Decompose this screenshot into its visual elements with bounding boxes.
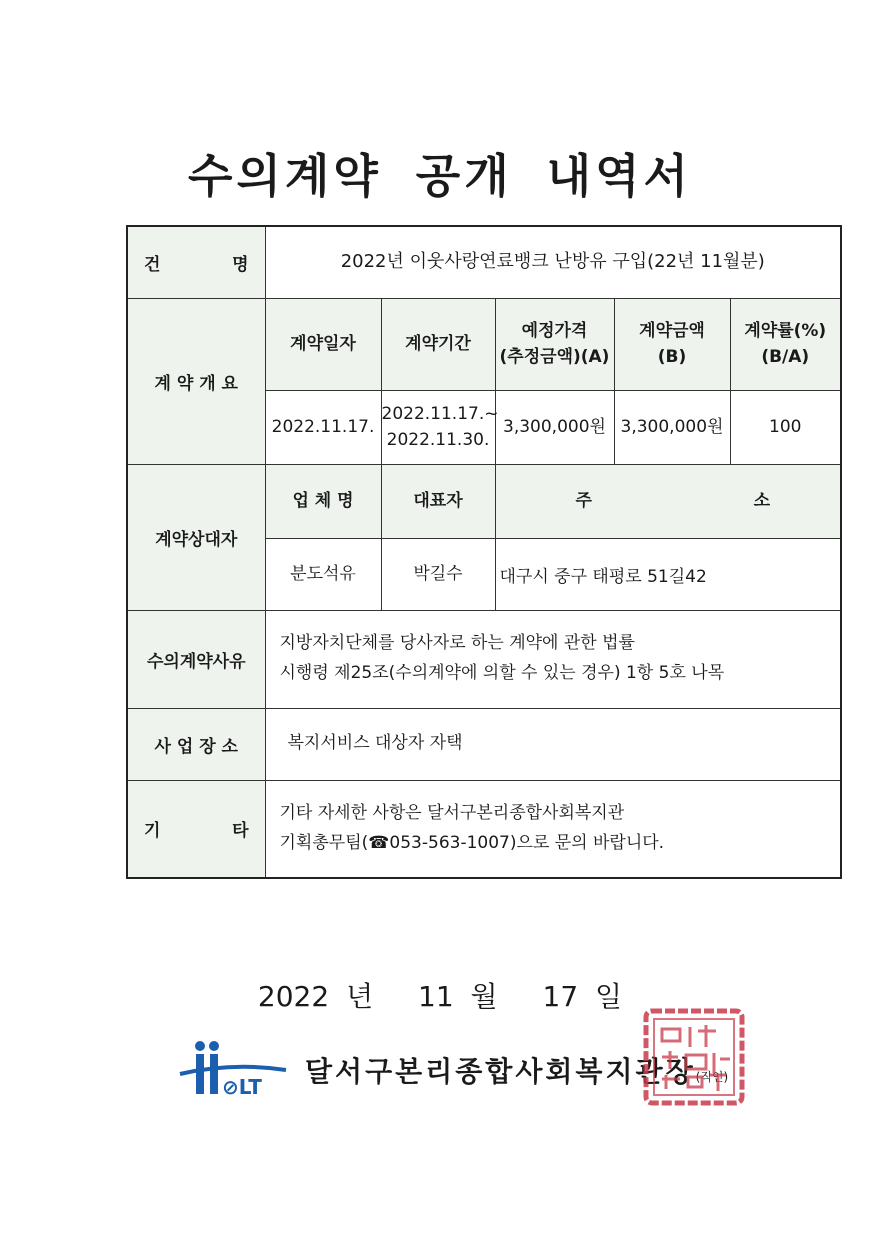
value-contract-rate: 100	[730, 390, 841, 464]
header-contract-amount: 계약금액 (B)	[614, 298, 730, 390]
label-reason: 수의계약사유	[127, 610, 265, 708]
label-place: 사 업 장 소	[127, 708, 265, 780]
value-contract-amount: 3,300,000원	[614, 390, 730, 464]
row-overview-headers	[127, 298, 841, 390]
value-contract-date: 2022.11.17.	[265, 390, 381, 464]
seal-note: (직인)	[695, 1070, 729, 1084]
header-address: 주 소	[495, 464, 841, 538]
row-etc	[127, 780, 841, 878]
header-contract-rate: 계약률(%) (B/A)	[730, 298, 841, 390]
header-representative: 대표자	[381, 464, 495, 538]
header-contract-date: 계약일자	[265, 298, 381, 390]
etc-value: 기타 자세한 사항은 달서구본리종합사회복지관 기획총무팀(☎053-563-1007)으로 문의 바랍니다.	[265, 780, 841, 878]
issue-day: 17 일	[542, 980, 623, 1013]
value-address: 대구시 중구 태평로 51길42	[495, 538, 841, 610]
reason-value: 지방자치단체를 당사자로 하는 계약에 관한 법률 시행령 제25조(수의계약에 의할 수 있는 경우) 1항 5호 나목	[265, 610, 841, 708]
issuer-name: 달서구본리종합사회복지관장(직인)	[305, 1055, 729, 1088]
header-company: 업 체 명	[265, 464, 381, 538]
row-counterparty-headers	[127, 464, 841, 538]
label-etc: 기 타	[127, 780, 265, 878]
value-contract-period: 2022.11.17.~ 2022.11.30.	[381, 390, 495, 464]
value-company: 분도석유	[265, 538, 381, 610]
header-estimated-price: 예정가격 (추정금액)(A)	[495, 298, 614, 390]
svg-text:⊘LT: ⊘LT	[222, 1075, 262, 1099]
value-estimated-price: 3,300,000원	[495, 390, 614, 464]
document-title: 수의계약 공개 내역서	[188, 149, 692, 203]
label-contract-name: 건 명	[127, 226, 265, 298]
row-contract-name	[127, 226, 841, 298]
issue-month: 11 월	[418, 980, 498, 1013]
row-place	[127, 708, 841, 780]
row-reason	[127, 610, 841, 708]
issue-year: 2022 년	[257, 980, 374, 1013]
holt-logo-icon	[178, 1040, 288, 1100]
value-representative: 박길수	[381, 538, 495, 610]
contract-table	[126, 225, 842, 879]
contract-name-value: 2022년 이웃사랑연료뱅크 난방유 구입(22년 11월분)	[265, 226, 841, 298]
issue-date	[0, 975, 880, 1015]
label-counterparty: 계약상대자	[127, 464, 265, 610]
header-contract-period: 계약기간	[381, 298, 495, 390]
official-seal-icon	[640, 1005, 748, 1109]
label-overview: 계 약 개 요	[127, 298, 265, 464]
place-value: 복지서비스 대상자 자택	[265, 708, 841, 780]
